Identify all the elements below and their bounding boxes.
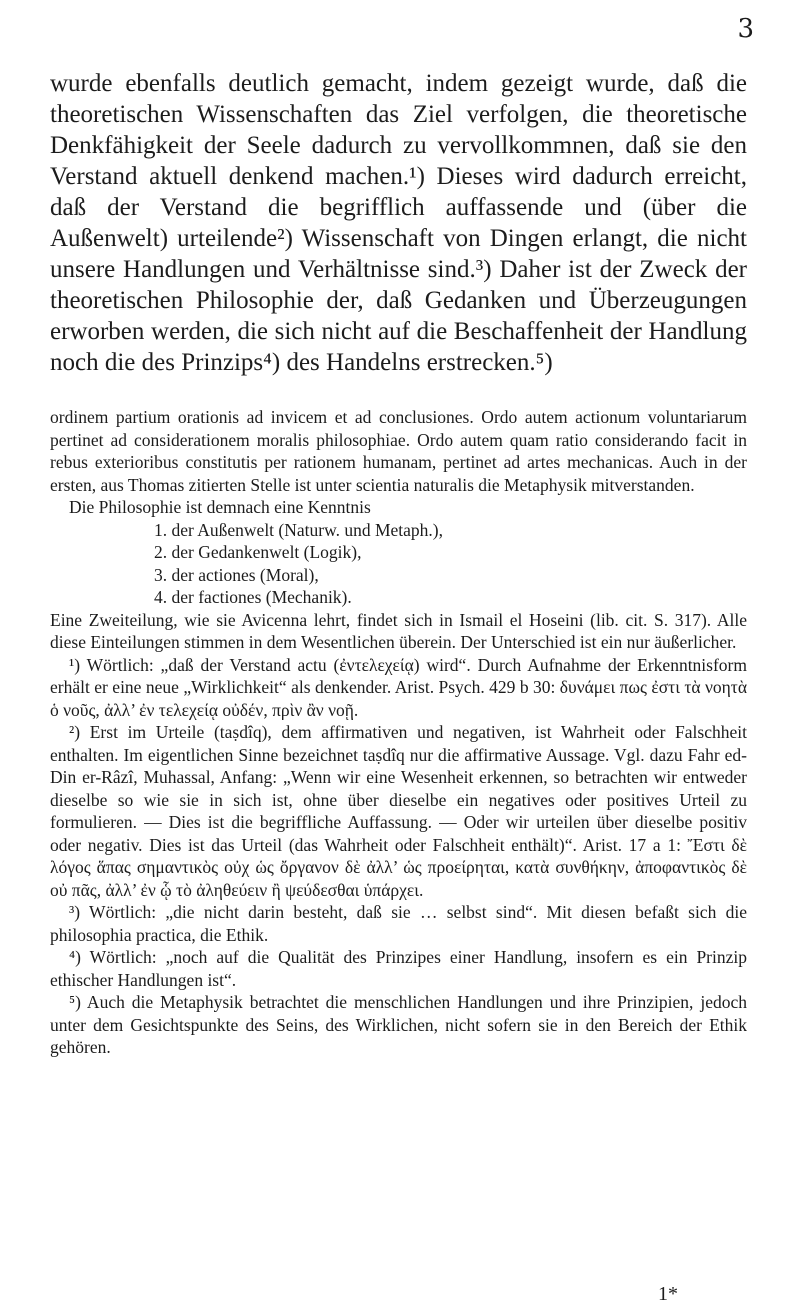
continued-note-latin: ordinem partium orationis ad invicem et ad conclusiones. Ordo autem actionum voluntariarum pertinet ad considerationem moralis philosophiae. Ordo autem quam ratio considerando facit in rebus exterioribus constitutis per rationem humanam, pertinet ad artes mechanicas. Auch in der ersten, aus Thomas zitierten Stelle ist unter scientia naturalis die Metaphysik mitverstanden. — [50, 407, 747, 495]
footnote-5: ⁵) Auch die Metaphysik betrachtet die menschlichen Handlungen und ihre Prinzipien, jedoch unter dem Gesichtspunkte des Seins, des Wirklichen, nicht sofern sie in den Bereich der Ethik gehören. — [50, 992, 747, 1057]
signature-mark: 1* — [658, 1283, 678, 1305]
footnote-2: ²) Erst im Urteile (taṣdîq), dem affirmativen und negativen, ist Wahrheit oder Falschheit enthalten. Im eigentlichen Sinne bezeichnet taṣdîq nur die affirmative Aussage. Vgl. dazu Fahr ed-Din er-Râzî, Muhassal, Anfang: „Wenn wir eine Wesenheit erkennen, so betrachten wir entweder dieselbe so wie sie in sich ist, ohne über dieselbe ein negatives oder positives Urteil zu formulieren. — Dies ist die begriffliche Auffassung. — Oder wir urteilen über dieselbe positiv oder negativ. Dies ist das Urteil (das Wahrheit oder Falschheit enthält)“. Arist. 17 a 1: Ἔστι δὲ λόγος ἅπας σημαντικὸς οὐχ ὡς ὄργανον δὲ ἀλλ’ ὡς προείρηται, κατὰ συνθήκην, ἀποφαντικὸς δὲ οὐ πᾶς, ἀλλ’ ἐν ᾧ τὸ ἀληθεύειν ἢ ψεύδεσθαι ὑπάρχει. — [50, 722, 747, 900]
continued-note-closing: Eine Zweiteilung, wie sie Avicenna lehrt, findet sich in Ismail el Hoseini (lib. cit. S. 317). Alle diese Einteilungen stimmen in dem Wesentlichen überein. Der Unterschied ist ein nur äußerlicher. — [50, 609, 747, 652]
footnote-4: ⁴) Wörtlich: „noch auf die Qualität des Prinzipes einer Handlung, insofern es ein Prinzip ethischer Handlungen ist“. — [50, 947, 747, 990]
list-item: 3. der actiones (Moral), — [154, 564, 319, 585]
list-item: 2. der Gedankenwelt (Logik), — [154, 542, 362, 562]
list-item: 1. der Außenwelt (Naturw. und Metaph.), — [154, 519, 443, 540]
page-number: 3 — [737, 14, 754, 44]
main-paragraph: wurde ebenfalls deutlich gemacht, indem gezeigt wurde, daß die theoretischen Wissenschaften das Ziel verfolgen, die theoretische Denkfähigkeit der Seele dadurch zu vervollkommnen, daß sie den Verstand aktuell denkend machen.¹) Dieses wird dadurch erreicht, daß der Verstand die begrifflich auffassende und (über die Außenwelt) urteilende²) Wissenschaft von Dingen erlangt, die nicht unsere Handlungen und Verhältnisse sind.³) Daher ist der Zweck der theoretischen Philosophie der, daß Gedanken und Überzeugungen erworben werden, die sich nicht auf die Beschaffenheit der Handlung noch die des Prinzips⁴) des Handelns erstrecken.⁵) — [50, 70, 747, 376]
continued-note-intro: Die Philosophie ist demnach eine Kenntnis — [69, 497, 371, 517]
footnote-1: ¹) Wörtlich: „daß der Verstand actu (ἐντελεχείᾳ) wird“. Durch Aufnahme der Erkenntnisform erhält er eine neue „Wirklichkeit“ als denkender. Arist. Psych. 429 b 30: δυνάμει πως ἐστι τὰ νοητὰ ὁ νοῦς, ἀλλ’ ἐν τελεχείᾳ οὐδέν, πρὶν ἂν νοῇ. — [50, 654, 747, 720]
philosophy-list — [50, 519, 747, 609]
footnote-3: ³) Wörtlich: „die nicht darin besteht, daß sie … selbst sind“. Mit diesen befaßt sich die philosophia practica, die Ethik. — [50, 902, 747, 945]
footnote-area — [50, 406, 747, 1059]
list-item: 4. der factiones (Mechanik). — [154, 587, 352, 607]
